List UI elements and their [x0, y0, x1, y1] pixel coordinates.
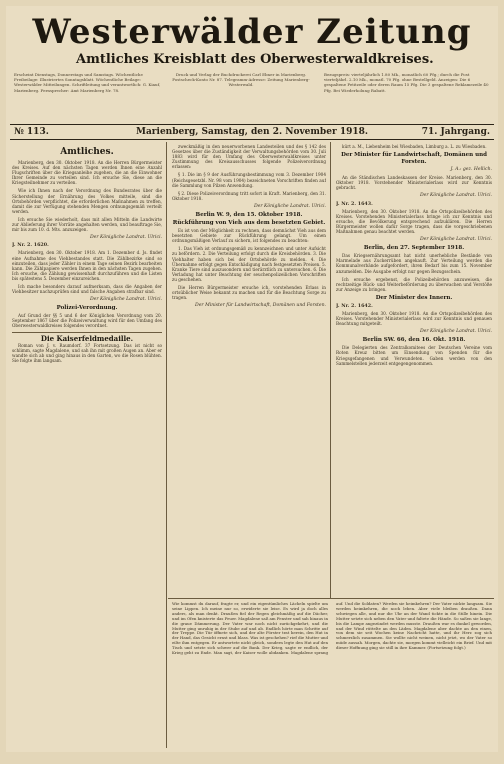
reference-number: J. Nr. 2. 1642.	[336, 302, 373, 309]
article-paragraph: § 2. Diese Polizeiverordnung tritt sofort in Kraft. Marienberg, den 31. Oktober 1918.	[172, 190, 326, 201]
signature: Der Königliche Landrat. Ulrici.	[89, 235, 162, 241]
signature: Der Königliche Landrat. Ulrici.	[419, 193, 492, 199]
issue-date: Marienberg, Samstag, den 2. November 1918.	[135, 127, 369, 137]
signature: Der Königliche Landrat. Ulrici.	[419, 329, 492, 335]
feuilleton-title: Die Kaiserfeldmedaille.	[40, 333, 134, 343]
article-paragraph: Das Kriegsernährungsamt hat nicht unerhebliche Bestände von Marmelade aus Zuckerrüben angekauft. Zur Verteilung werden die Kommunalverbände aufgefordert, ihren Bedarf bis zum 15. November anzumelden. Die Ausgabe erfolgt nur gegen Bezugsschein.	[336, 253, 492, 274]
article-paragraph: kürt a. M., Liebenheim bei Wiesbaden, Limburg a. L. zu Wiesbaden.	[342, 144, 487, 149]
signature: Der Königliche Landrat. Ulrici.	[253, 203, 326, 209]
article-paragraph: Marienberg, den 30. Oktober 1918. Am 1. Dezember d. Js. findet eine Aufnahme des Viehbestandes statt. Die Zählbezirke sind so einzuteilen, dass jeder Zähler in einem Tage seinen Bezirk bearbeiten kann. Die Zählpapiere werden Ihnen in den nächsten Tagen zugehen. Ich ersuche, die Zählung gewissenhaft durchzuführen und die Listen bis spätestens 5. Dezember einzureichen.	[12, 250, 162, 281]
article-paragraph: Ich mache besonders darauf aufmerksam, dass die Angaben der Viehbesitzer nachzuprüfen sind und falsche Angaben strafbar sind.	[12, 283, 162, 295]
masthead-subtitle: Amtliches Kreisblatt des Oberwesterwaldkreises.	[76, 52, 434, 67]
signature-heading: Der Minister für Landwirtschaft, Domänen und Forsten.	[341, 152, 487, 166]
masthead-title: Westerwälder Zeitung	[32, 12, 472, 52]
dateline: Berlin, den 27. September 1918.	[363, 245, 465, 252]
article-paragraph: Die Delegierten des Zentralkomitees der Deutschen Vereine vom Roten Kreuz bitten um Einsendung von Spenden für die Kriegsgefangenen und Verwundeten. Gaben werden von den Sammelstellen jederzeit entgegengenommen.	[336, 345, 492, 366]
reference-number: J. Nr. 2. 1620.	[12, 242, 49, 249]
signature-heading: Der Minister des Innern.	[375, 294, 453, 301]
article-paragraph: Ich ersuche ergebenst, die Polizeibehörden anzuweisen, die rechtzeitige Rück- und Weiterbeförderung zu überwachen und Verstöße zur Anzeige zu bringen.	[336, 276, 492, 292]
dateline: Berlin W. 9, den 15. Oktober 1918.	[195, 212, 303, 219]
signature: Der Königliche Landrat. Ulrici.	[89, 297, 162, 303]
feuilleton-text: Wie kommst du darauf, fragte er, und ein eigentümliches Lächeln spielte um seine Lippen. Ich meine nur so, erwiderte sie leise. Es wird ja doch alles anders, als man denkt. Draußen fiel der Regen gleichmäßig auf die Dächer, und im Ofen knisterte das Feuer. Magdalene saß am Fenster und sah hinaus in die graue Dämmerung. Der Vater war noch nicht zurückgekehrt, und die Mutter ging unruhig in der Stube auf und ab. Endlich hörte man Schritte auf der Treppe. Die Tür öffnete sich, und der alte Förster trat herein, den Hut in der Hand, das Gesicht ernst und blass. Was ist geschehen? rief die Mutter und eilte ihm entgegen. Er antwortete nicht gleich, sondern legte den Hut auf den Tisch und setzte sich schwer auf die Bank. Der Krieg, sagte er endlich, der Krieg geht zu Ende. Man sagt, der Kaiser wolle abdanken. Magdalene sprang auf. Und die Soldaten? Werden sie heimkehren? Der Vater nickte langsam. Sie werden heimkehren, die noch leben. Aber viele bleiben draußen. Dann schwiegen alle, und nur die Uhr an der Wand tickte in die Stille hinein. Die Mutter setzte sich neben den Vater und faltete die Hände. So saßen sie lange, bis die Lampe angezündet werden musste. Draußen war es dunkel geworden, und der Wind rüttelte an den Läden. Magdalene aber dachte an den einen, von dem sie seit Wochen keine Nachricht hatte, und ihr Herz zog sich schmerzlich zusammen. Sie wollte nicht weinen, nicht jetzt, wo der Vater so müde aussah. Morgen, dachte sie, morgen kommt vielleicht ein Brief. Und mit dieser Hoffnung ging sie still in ihre Kammer. (Fortsetzung folgt.)	[172, 602, 492, 656]
article-headline: Rückführung von Vieh aus dem besetzten Gebiet.	[172, 220, 326, 227]
column-divider	[166, 142, 167, 748]
issue-number: № 113.	[14, 127, 49, 137]
issue-year: 71. Jahrgang.	[421, 127, 490, 137]
article-paragraph: Auf Grund der §§ 5 und 6 der Königlichen Verordnung vom 20. September 1867 über die Polizeiverwaltung wird für den Umfang des Oberwesterwaldkreises folgendes verordnet.	[12, 313, 162, 329]
article-paragraph: Marienberg, den 30. Oktober 1918. An die Ortspolizeibehörden des Kreises. Vorstehender Ministerialerlass wird zur Kenntnis und genauen Beachtung mitgeteilt.	[336, 310, 492, 327]
article-paragraph: 1. Das Vieh ist ordnungsgemäß zu kennzeichnen und unter Aufsicht zu befördern. 2. Die Verteilung erfolgt durch die Kreisbehörden. 3. Die Viehhalter haben sich bei der Ortsbehörde zu melden. 4. Die Übernahme erfolgt gegen Entschädigung nach festgesetzten Preisen. 5. Kranke Tiere sind auszusondern und tierärztlich zu untersuchen. 6. Die Verladung hat unter Beachtung der seuchenpolizeilichen Vorschriften zu geschehen.	[172, 246, 326, 282]
reference-number: J. Nr. 2. 1643.	[336, 200, 373, 207]
article-paragraph: § 1. Die im § 9 der Ausführungsbestimmung vom 3. Dezember 1904 (Reichsgesetzbl. Nr. 98 vom 1904) bezeichneten Vorschriften finden auf die Sammlung von Pilzen Anwendung.	[172, 172, 326, 188]
header-publication-info: Erscheint Dienstags, Donnerstags und Samstags. Wöchentliche Freibeilage: Illustriertes Sonntagsblatt. Wöchentliche Beilage: Westerwälder Mitteilungen. Schriftleitung und verantwortlich: G. Kiauf, Marienberg. Fernsprecher: Amt Marienberg Nr. 78.	[14, 72, 161, 93]
article-paragraph: Ich ersuche Sie wiederholt, dass mit allen Mitteln die Landwirte zur Ablieferung ihrer Vorräte angehalten werden, und beauftrage Sie, mir bis zum 10. d. Mts. anzuzeigen.	[12, 216, 162, 233]
section-rule	[12, 332, 162, 333]
header-publisher-info: Druck und Verlag der Buchdruckerei Carl Ebner in Marienberg. Postscheck-Konto Nr. 87. Telegramm-Adresse: Zeitung Marienberg-Westerwald.	[172, 72, 310, 88]
newspaper-page	[6, 6, 498, 752]
article-paragraph: Marienberg, den 30. Oktober 1918. An die Herren Bürgermeister des Kreises. Auf den nächsten Tagen werden Ihnen eine Anzahl Flugschriften über die Kriegsanleihe zugehen, die an die Einwohner Ihrer Gemeinde zu verteilen sind. Ich ersuche Sie, diese an die Kriegsteilnehmer zu verteilen.	[12, 160, 162, 186]
column-3	[336, 144, 492, 594]
article-paragraph: Wie ich Ihnen nach der Verordnung des Bundesrates über die Sicherstellung der Ernährung des Volkes mitteile, sind die Ortsbehörden verpflichtet, die erforderlichen Maßnahmen zu treffen, damit die zur Verfügung stehenden Mengen ordnungsgemäß verteilt werden.	[12, 188, 162, 214]
column-2	[172, 144, 326, 594]
section-title-amtliches: Amtliches.	[60, 147, 114, 157]
article-paragraph: Die Herren Bürgermeister ersuche ich, vorstehenden Erlass in ortsüblicher Weise bekannt zu machen und für die Beachtung Sorge zu tragen.	[172, 284, 326, 301]
dateline: Berlin SW. 66, den 16. Okt. 1918.	[362, 337, 466, 344]
column-divider	[330, 142, 331, 598]
signature: Der Königliche Landrat. Ulrici.	[419, 237, 492, 243]
column-1	[12, 144, 162, 744]
article-paragraph: Marienberg, den 30. Oktober 1918. An die Ortspolizeibehörden des Kreises. Vorstehenden Ministerialerlass bringe ich zur Kenntnis und ersuche, die Bevölkerung entsprechend aufzuklären. Die Herren Bürgermeister wollen dafür Sorge tragen, dass die vorgeschriebenen Maßnahmen genau beachtet werden.	[336, 208, 492, 235]
feuilleton-separator	[168, 598, 494, 599]
signature: J. A.: gez. Hellich.	[450, 167, 492, 173]
feuilleton-paragraph: Roman von J. v. Raumdorf. 37 Fortsetzung. Das ist nicht so schlimm, sagte Magdalene, und sah ihn mit großen Augen an. Aber er wandte sich ab und ging hinaus in den Garten, wo die Rosen blühten. Sie folgte ihm langsam.	[12, 342, 162, 363]
article-paragraph: An die Ständischen Landeskassen der Kreise. Marienberg, den 30. Oktober 1918. Vorstehender Ministerialerlass wird zur Kenntnis gebracht.	[336, 175, 492, 191]
article-paragraph: zweckmäßig in den neuerworbenen Landesteilen und des § 142 des Gesetzes über die Zuständigkeit der Verwaltungsbehörden vom 30. Juli 1883 wird für den Umfang des Oberwesterwaldkreises unter Zustimmung des Kreisausschusses folgende Polizeiverordnung erlassen:	[172, 144, 326, 170]
article-paragraph: Es ist von der Möglichkeit zu rechnen, dass demnächst Vieh aus dem besetzten Gebiete zur Rückführung gelangt. Um einen ordnungsmäßigen Verlauf zu sichern, ist folgendes zu beachten:	[172, 228, 326, 244]
subsection-title: Polizei-Verordnung.	[56, 305, 118, 312]
signature: Der Minister für Landwirtschaft, Domänen und Forsten.	[195, 303, 326, 309]
header-subscription-info: Bezugspreis: vierteljährlich 1.80 Mk., monatlich 60 Pfg.; durch die Post vierteljährl. 2.10 Mk., monatl. 70 Pfg. ohne Bestellgeld. Anzeigen: Die 6 gespaltene Petitzeile oder deren Raum 15 Pfg. Die 3 gespaltene Reklamezeile 40 Pfg. Bei Wiederholung Rabatt.	[324, 72, 489, 93]
issue-bar	[10, 124, 494, 140]
